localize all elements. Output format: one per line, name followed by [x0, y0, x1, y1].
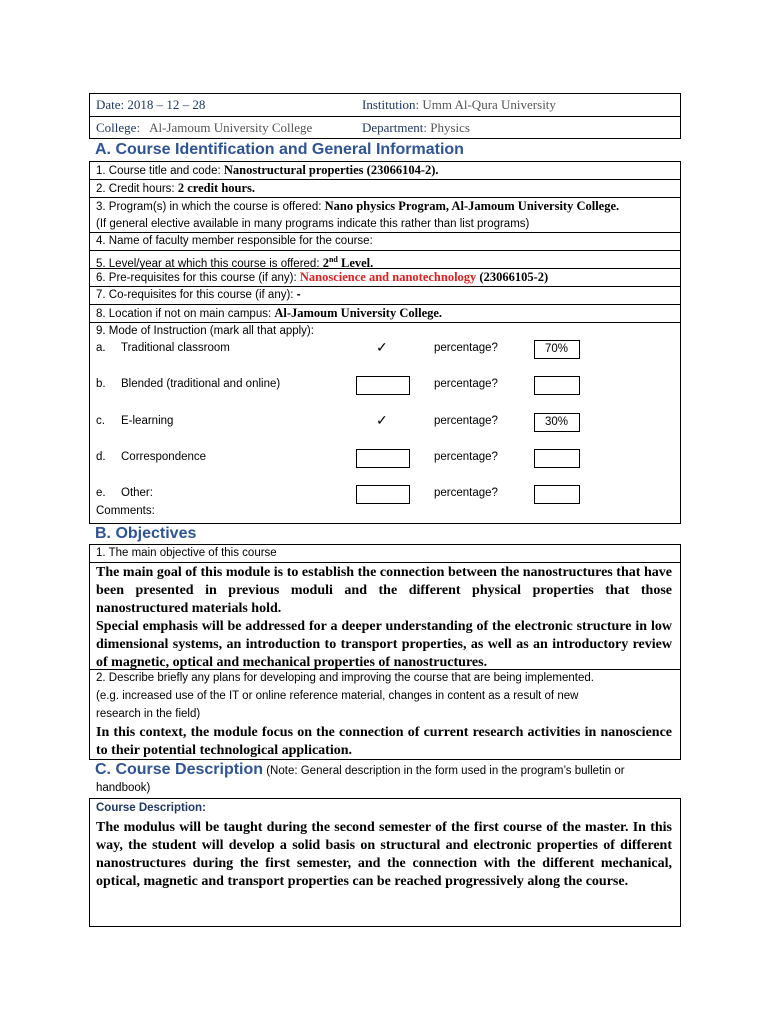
date-field: Date: 2018 – 12 – 28 [96, 97, 206, 112]
percentage-label: percentage? [434, 487, 498, 499]
objective-a1-para2: Special emphasis will be addressed for a deeper understanding of the electronic structure in low dimensional systems, an introduction to transport properties, as well as an introductory review of magnetic, optical and mechanical properties of nanostructures. [96, 619, 672, 670]
section-c-note2: handbook) [96, 782, 151, 794]
item-7-row [89, 286, 681, 305]
item-5-label: 5. Level/year at which this course is offered: [96, 257, 323, 270]
objective-a2: In this context, the module focus on the connection of current research activities in nanoscience to their potential technological application. [96, 725, 672, 758]
item-5-value: 2 [322, 255, 329, 270]
objective-a1 [96, 564, 672, 672]
mode-name: E-learning [121, 415, 174, 427]
section-c-title: C. Course Description [95, 761, 264, 778]
mode-name: Other: [121, 487, 153, 499]
item-1-label: 1. Course title and code: [96, 165, 224, 177]
mode-letter: d. [96, 451, 106, 463]
mode-letter: c. [96, 415, 105, 427]
header-table [89, 93, 681, 139]
objective-q1: 1. The main objective of this course [96, 547, 277, 559]
mode-letter: b. [96, 378, 106, 390]
check-icon: ✓ [376, 339, 388, 355]
item-6-code: (23066105-2) [476, 270, 549, 284]
item-6-label: 6. Pre-requisites for this course (if any): [96, 272, 300, 284]
item-6-value: Nanoscience and nanotechnology [299, 270, 477, 284]
section-b-title: B. Objectives [95, 525, 197, 542]
item-5-row [89, 250, 681, 269]
percentage-label: percentage? [434, 451, 498, 463]
percentage-field[interactable]: 70% [534, 340, 580, 359]
percentage-field[interactable] [534, 485, 580, 504]
mode-letter: a. [96, 342, 106, 354]
item-8-value: Al-Jamoum University College. [274, 306, 443, 320]
item-5-tail: Level. [337, 255, 374, 270]
item-4-row [89, 232, 681, 251]
mode-checkbox[interactable] [356, 449, 410, 468]
percentage-field[interactable]: 30% [534, 413, 580, 432]
percentage-field[interactable] [534, 376, 580, 395]
mode-checkbox[interactable] [356, 485, 410, 504]
objective-q2-line3: research in the field) [96, 708, 201, 720]
check-icon: ✓ [376, 412, 388, 428]
institution-value: Umm Al-Qura University [422, 97, 556, 112]
item-2-row [89, 179, 681, 198]
item-4-label: 4. Name of faculty member responsible for the course: [96, 235, 373, 247]
item-3-label: 3. Program(s) in which the course is offered: [96, 201, 325, 213]
item-7-value: - [296, 289, 301, 301]
item-8-row [89, 304, 681, 323]
section-c-note: (Note: General description in the form used in the program’s bulletin or [263, 765, 625, 777]
percentage-label: percentage? [434, 342, 498, 354]
mode-checkbox[interactable] [356, 376, 410, 395]
item-2-label: 2. Credit hours: [96, 183, 178, 195]
college-value: Al-Jamoum University College [149, 120, 313, 135]
header-divider [90, 116, 680, 117]
objective-q2-line1: 2. Describe briefly any plans for developing and improving the course that are being implemented. [96, 672, 594, 684]
mode-name: Correspondence [121, 451, 207, 463]
section-a-title: A. Course Identification and General Information [95, 141, 464, 158]
department-label: Department [362, 120, 424, 135]
course-description-label: Course Description: [96, 802, 206, 814]
objective-q2-line2: (e.g. increased use of the IT or online reference material, changes in content as a result of new [96, 690, 579, 702]
percentage-field[interactable] [534, 449, 580, 468]
mode-checkbox[interactable] [356, 413, 410, 432]
item-5-sup: nd [328, 255, 338, 264]
item-9-label: 9. Mode of Instruction (mark all that apply): [96, 325, 314, 337]
objective-a1-para1: The main goal of this module is to establish the connection between the nanostructures that have been presented in previous moduli and the different physical properties that those nanostructured materials hold. [96, 565, 672, 616]
item-2-value: 2 credit hours. [177, 181, 256, 195]
date-label: Date [96, 97, 121, 112]
section-c-heading [95, 761, 625, 779]
department-value: Physics [430, 120, 470, 135]
mode-letter: e. [96, 487, 106, 499]
item-3-note: (If general elective available in many programs indicate this rather than list programs) [96, 218, 530, 230]
item-7-label: 7. Co-requisites for this course (if any): [96, 289, 297, 301]
department-field: Department: Physics [362, 120, 470, 135]
college-field: College: Al-Jamoum University College [96, 120, 313, 135]
percentage-label: percentage? [434, 415, 498, 427]
percentage-label: percentage? [434, 378, 498, 390]
course-description-text: The modulus will be taught during the second semester of the first course of the master. In this way, the student will develop a solid basis on structural and electronic properties of different nanostructures during the first semester, and the connection with the different mechanical, optical, magnetic and transport properties can be reached progressively along the course. [96, 820, 672, 889]
comments-label: Comments: [96, 505, 155, 517]
mode-name: Blended (traditional and online) [121, 378, 281, 390]
date-value: 2018 – 12 – 28 [127, 97, 206, 112]
item-1-value: Nanostructural properties (23066104-2). [223, 163, 439, 177]
college-label: College [96, 120, 137, 135]
mode-checkbox[interactable] [356, 340, 410, 359]
institution-label: Institution [362, 97, 416, 112]
item-3-value: Nano physics Program, Al-Jamoum University College. [324, 199, 620, 213]
institution-field: Institution: Umm Al-Qura University [362, 97, 556, 112]
item-8-label: 8. Location if not on main campus: [96, 308, 275, 320]
mode-name: Traditional classroom [121, 342, 230, 354]
item-1-row [89, 161, 681, 180]
item-6-row [89, 268, 681, 287]
item-3-row [89, 197, 681, 233]
